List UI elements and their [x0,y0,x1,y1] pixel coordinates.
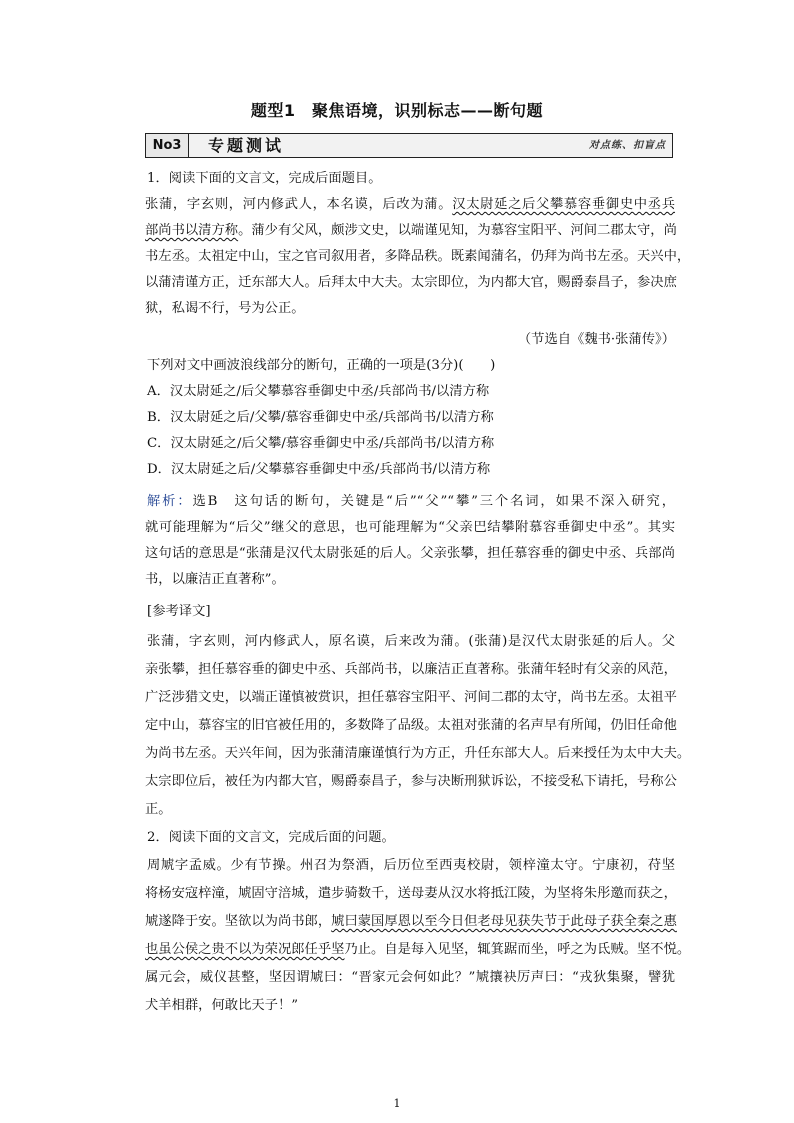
q2-passage-text: 虓遂降于安。坚欲以为尚书郎， [145,914,332,929]
translation-line: 太宗即位后，被任为内都大官，赐爵泰昌子，参与决断刑狱诉讼，不接受私下请托，号称公 [145,774,677,789]
translation-line: 为尚书左丞。天兴年间，因为张蒲清廉谨慎行为方正，升任东部大人。后来授任为太中大夫。 [145,746,691,761]
analysis-line [147,493,675,511]
option-a: A．汉太尉延之/后父攀慕容垂御史中丞/兵部尚书/以清方称 [147,384,490,399]
translation-line: 广泛涉猎文史，以端正谨慎被赏识，担任慕容宝阳平、河间二郡的太守，尚书左丞。太祖平 [145,690,677,705]
q2-prompt: 2．阅读下面的文言文，完成后面的问题。 [147,830,395,845]
section-number: No3 [146,134,189,157]
translation-line: 正。 [145,802,172,817]
translation-line: 亲张攀，担任慕容垂的御史中丞、兵部尚书，以廉洁正直著称。张蒲年轻时有父亲的风范， [145,662,677,677]
page-title: 题型1 聚焦语境，识别标志——断句题 [250,101,544,120]
q1-passage-line: 书左丞。太祖定中山，宝之官司叙用者，多降品秩。既素闻蒲名，仍拜为尚书左丞。天兴中， [145,249,691,264]
translation-line: 定中山，慕容宝的旧官被任用的，多数降了品级。太祖对张蒲的名声早有所闻，仍旧任命他 [145,718,677,733]
q2-passage-line: 属元会，威仪甚整，坚因谓虓曰：“晋家元会何如此？”虓攘袂厉声曰：“戎狄集聚，譬犹 [145,970,675,985]
option-d: D．汉太尉延之后/父攀慕容垂御史中丞/兵部尚书/以清方称 [147,462,491,477]
q2-passage-line: 将杨安寇梓潼，虓固守涪城，遣步骑数千，送母妻从汉水将抵江陵，为坚将朱彤邀而获之， [145,886,677,901]
q1-question: 下列对文中画波浪线部分的断句，正确的一项是(3分)( ) [147,358,496,373]
q1-passage-line: 狱，私谒不行，号为公正。 [145,301,305,316]
wavy-underlined-text: 也虽公侯之贵不以为荣况郎任乎坚 [145,942,345,957]
q1-passage-text: 张蒲，字玄则，河内修武人，本名谟，后改为蒲。 [145,197,453,212]
section-hint: 对点练、扣盲点 [589,140,666,151]
wavy-underlined-text: 汉太尉延之后父攀慕容垂御史中丞兵 [452,197,676,212]
q2-passage-line [145,941,691,959]
wavy-underlined-text: 虓曰蒙国厚恩以至今日但老母见获失节于此母子获全秦之惠 [331,914,677,929]
reference-translation-label: [参考译文] [147,604,211,619]
q2-passage-line: 犬羊相群，何敢比天子！” [145,998,299,1013]
page-number: 1 [393,1097,401,1110]
q1-passage-line: 以蒲清谨方正，迁东部大人。后拜太中大夫。太宗即位，为内都大官，赐爵泰昌子，参决庶 [145,275,677,290]
q1-passage-text: 。蒲少有父风，颇涉文史，以端谨见知，为慕容宝阳平、河间二郡太守，尚 [238,223,677,238]
q1-source: （节选自《魏书·张蒲传》） [517,332,675,347]
option-b: B．汉太尉延之后/父攀/慕容垂御史中丞/兵部尚书/以清方称 [147,410,494,425]
wavy-underlined-text: 部尚书以清方称 [145,223,239,238]
q2-passage-text: 乃止。自是每入见坚，辄箕踞而坐，呼之为氐贼。坚不悦。 [344,942,691,957]
section-banner [145,133,673,158]
analysis-line: 就可能理解为“后父”继父的意思，也可能理解为“父亲巴结攀附慕容垂御史中丞”。其实 [145,520,675,535]
translation-line: 张蒲，字玄则，河内修武人，原名谟，后来改为蒲。(张蒲)是汉代太尉张延的后人。父 [147,634,675,649]
q1-passage-line [145,196,675,214]
option-c: C．汉太尉延之/后父攀/慕容垂御史中丞/兵部尚书/以清方称 [147,436,495,451]
q2-passage-line [145,913,675,931]
q1-prompt: 1．阅读下面的文言文，完成后面题目。 [147,171,382,186]
q1-passage-line [145,222,675,240]
section-label: 专题测试 [208,136,285,155]
analysis-line: 这句话的意思是“张蒲是汉代太尉张延的后人。父亲张攀，担任慕容垂的御史中丞、兵部尚 [145,546,675,561]
analysis-label: 解析： [147,494,193,509]
analysis-text: 选B 这句话的断句，关键是“后”“父”“攀”三个名词，如果不深入研究， [192,494,675,509]
analysis-line: 书，以廉洁正直著称”。 [145,572,285,587]
q2-passage-line: 周虓字孟威。少有节操。州召为祭酒，后历位至西夷校尉，领梓潼太守。宁康初，苻坚 [147,858,675,873]
